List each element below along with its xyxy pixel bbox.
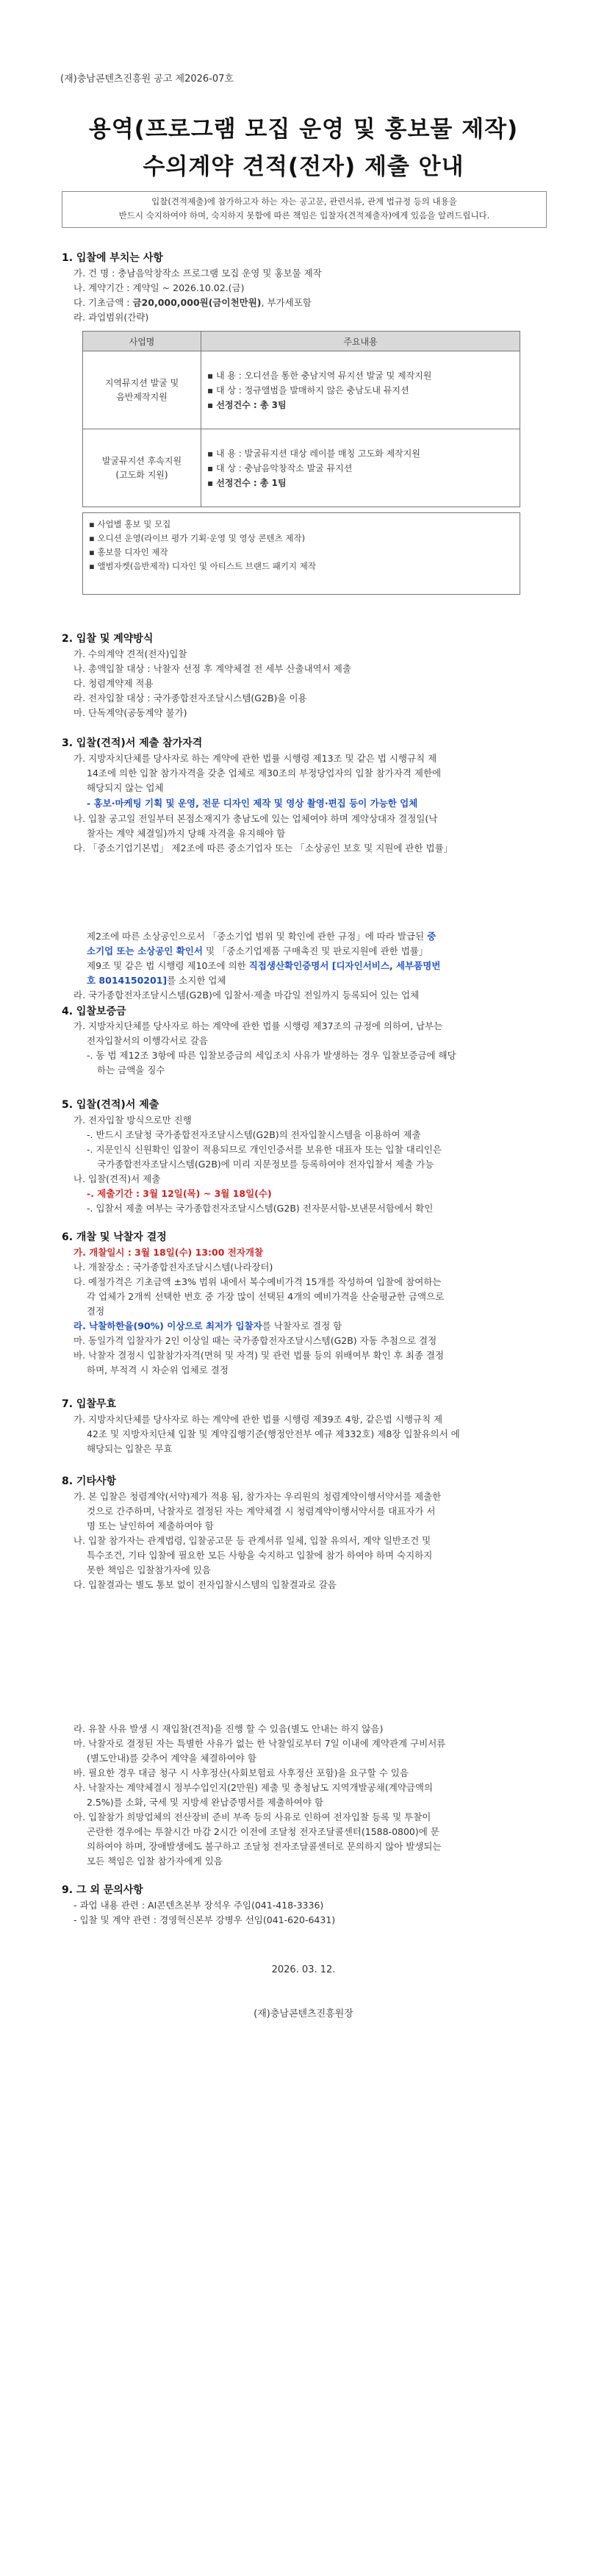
s6-ra-text: 를 낙찰자로 결정 함 [262,1320,342,1331]
row2-cat-line2: (고도화 지원) [115,469,168,480]
s8-ga-line3: 명 또는 날인하여 제출하여야 함 [87,1520,214,1531]
contact-task: - 과업 내용 관련 : AI콘텐츠본부 장석우 주임(041-418-3336) [73,1900,324,1911]
scope-notes-box [82,512,520,595]
s8-item-ra: 라. 유찰 사유 발생 시 재입찰(견적)을 진행 할 수 있음(별도 안내는 하지 않음) [73,1723,384,1734]
s8-sa-line2: 2.5%)를 소화, 국세 및 지방세 완납증명서를 제출하여야 함 [87,1797,323,1808]
s3-cont3-text: 제9조 및 같은 법 시행령 제10조에 의한 [87,960,249,971]
caution-line-1: 입찰(견적제출)에 참가하고자 하는 자는 공고문, 관련서류, 관계 법규정 등의 내용을 [151,196,457,207]
s8-ga-line2: 것으로 간주하며, 낙찰자로 결정된 자는 계약체결 시 청렴계약이행서약서를 대표자가 서 [87,1506,436,1517]
base-amount: 금20,000,000원(금이천만원) [132,297,262,308]
s1-item-na: 나. 계약기간 : 계약일 ~ 2026.10.02.(금) [73,282,245,293]
s4-ga-line3: -. 동 법 제12조 3항에 따른 입찰보증금의 세입조치 사유가 발생하는 경우 입찰보증금에 해당 [87,1050,456,1061]
section-5-heading: 5. 입찰(견적)서 제출 [62,1099,159,1111]
s6-ba-line1: 바. 낙찰자 결정시 입찰참가자격(면허 및 자격) 및 관련 법률 등의 위배여부 확인 후 최종 결정 [73,1350,445,1361]
announcement-date: 2026. 03. 12. [271,1964,336,1975]
section-6-heading: 6. 개찰 및 낙찰자 결정 [62,1231,167,1243]
s3-cont2-highlight: 소기업 또는 소상공인 확인서 [87,945,203,956]
page-title: 용역(프로그램 모집 운영 및 홍보물 제작) [88,116,519,143]
s3-item-ra: 라. 국가종합전자조달시스템(G2B)에 입찰서·제출 마감일 전일까지 등록되어 있는 업체 [73,990,420,1001]
section-7-heading: 7. 입찰무효 [62,1398,117,1410]
opening-datetime: 가. 개찰일시 : 3월 18일(수) 13:00 전자개찰 [73,1247,264,1258]
row1-cat-line2: 음반제작지원 [116,391,168,402]
table-cell-content [201,351,520,429]
caution-notice-box [62,191,547,228]
s5-ga-line3: 국가종합전자조달시스템(G2B)에 미리 지문정보를 등록하여야 전자입찰서 제출 가능 [97,1159,434,1170]
row1-detail-3: ▪ 선정건수 : 총 3팀 [207,399,287,410]
notice-number: (재)충남콘텐츠진흥원 공고 제2026-07호 [60,74,234,85]
row2-detail-2: ▪ 대 상 : 충남음악창작소 발굴 뮤지션 [207,462,353,473]
s2-item-ra: 라. 전자입찰 대상 : 국가종합전자조달시스템(G2B)을 이용 [73,693,307,704]
s8-sa-line1: 사. 낙찰자는 계약체결시 정부수입인지(2만원) 제출 및 충청남도 지역개발공채(계약금액의 [73,1782,434,1793]
s8-aa-line3: 의하여야 하며, 장애발생에도 불구하고 조달청 전자조달콜센터로 문의하지 않아 발생되는 [87,1841,442,1852]
s8-aa-line1: 아. 입찰참가 희망업체의 전산장비 준비 부족 등의 사유로 인하여 전자입찰 등록 및 투찰이 [73,1811,431,1822]
section-1-heading: 1. 입찰에 부치는 사항 [62,252,163,264]
s3-da-line3 [87,944,428,958]
s8-na-line1: 나. 입찰 참가자는 관계법령, 입찰공고문 등 관계서류 일체, 입찰 유의서, 계약 일반조건 및 [73,1535,431,1546]
section-2-heading: 2. 입찰 및 계약방식 [62,633,154,645]
contact-contract: - 입찰 및 계약 관련 : 경영혁신본부 강병우 선임(041-620-6431) [73,1914,336,1925]
s3-cont1-highlight: 중 [427,931,437,942]
s8-item-ba: 바. 필요한 경우 대금 청구 시 사후정산(사회보험료 사후정산 포함)을 요구할 수 있음 [73,1767,409,1778]
section-4-heading: 4. 입찰보증금 [62,1006,126,1017]
row2-cat-line1: 발굴뮤지션 후속지원 [101,455,182,466]
s3-cont4-highlight: 호 8014150201] [87,975,168,986]
scope-note: ▪ 오디션 운영(라이브 평가 기획·운영 및 영상 콘텐츠 제작) [89,533,306,543]
s2-item-da: 다. 청렴계약제 적용 [73,678,154,689]
section-3-heading: 3. 입찰(견적)서 제출 참가자격 [62,737,203,749]
section-9-heading: 9. 그 외 문의사항 [62,1884,143,1896]
s4-ga-line2: 전자입찰서의 이행각서로 갈음 [87,1035,208,1046]
s3-ga-line3: 해당되지 않는 업체 [87,782,164,793]
s3-da-line2 [87,929,436,943]
s3-cont3-highlight: 직접생산확인증명서 [디자인서비스, 세부품명번 [248,960,441,971]
table-row [83,351,520,429]
s3-ga-line2: 14조에 의한 입찰 참가자격을 갖춘 업체로 제30조의 부정당업자의 입찰 참가자격 제한에 [87,768,442,779]
s6-da-line2: 각 업체가 2개씩 선택한 번호 중 가장 많이 선택된 4개의 예비가격을 산술평균한 금액으로 [87,1291,445,1302]
scope-note: ▪ 홍보물 디자인 제작 [89,547,168,557]
s6-da-line1: 다. 예정가격은 기초금액 ±3% 범위 내에서 복수예비가격 15개를 작성하여 입찰에 참여하는 [73,1276,442,1287]
s3-cont4-text: 를 소지한 업체 [167,975,226,986]
s8-ma-line2: (별도안내)를 갖추어 계약을 체결하여야 함 [87,1753,256,1764]
s5-item-na: 나. 입찰(견적)서 제출 [73,1173,161,1184]
s1-item-ra: 라. 과업범위(간략) [73,312,149,323]
caution-line-2: 반드시 숙지하여야 하며, 숙지하지 못함에 따른 책임은 입찰자(견적제출자)에게 있음을 알려드립니다. [118,210,490,221]
s5-item-ga: 가. 전자입찰 방식으로만 진행 [73,1115,192,1126]
s7-ga-line3: 해당되는 입찰은 무효 [87,1443,173,1454]
s7-ga-line2: 42조 및 지방자치단체 입찰 및 계약집행기준(행정안전부 예규 제332호) 제8장 입찰유의서 에 [87,1428,460,1439]
s3-na-line2: 찰자는 계약 체결일)까지 당해 자격을 유지해야 함 [87,828,286,839]
s1-item-ga: 가. 건 명 : 충남음악창작소 프로그램 모집 운영 및 홍보물 제작 [73,268,322,279]
s6-item-ma: 마. 동일가격 입찰자가 2인 이상일 때는 국가종합전자조달시스템(G2B) 자동 추첨으로 결정 [73,1335,437,1346]
s8-na-line3: 못한 책임은 입찰참가자에 있음 [87,1564,211,1575]
s6-item-na: 나. 개찰장소 : 국가종합전자조달시스템(나라장터) [73,1262,273,1273]
s8-aa-line2: 곤란한 경우에는 투찰시간 마감 2시간 이전에 조달청 전자조달콜센터(1588-0800)에 문 [87,1826,439,1837]
s2-item-ma: 마. 단독계약(공동계약 불가) [73,707,187,718]
s3-na-line1: 나. 입찰 공고일 전일부터 본점소재지가 충남도에 있는 업체여야 하며 계약상대자 결정일(낙 [73,813,438,824]
s8-ma-line1: 마. 낙찰자로 결정된 자는 특별한 사유가 없는 한 낙찰일로부터 7일 이내에 계약관계 구비서류 [73,1738,446,1749]
s2-item-ga: 가. 수의계약 견적(전자)입찰 [73,648,187,659]
table-row [83,429,520,507]
award-criteria-highlight: 라. 낙찰하한율(90%) 이상으로 최저가 입찰자 [73,1320,262,1331]
s1-da-suffix: , 부가세포함 [261,297,312,308]
s6-ba-line2: 하며, 부적격 시 차순위 업체로 결정 [87,1364,229,1375]
s7-ga-line1: 가. 지방자치단체를 당사자로 하는 계약에 관한 법률 시행령 제39조 4항, 같은법 시행규칙 제 [73,1414,443,1425]
s8-na-line2: 특수조건, 기타 입찰에 필요한 모든 사항을 숙지하고 입찰에 참가 하여야 하며 숙지하지 [87,1550,433,1561]
s8-ga-line1: 가. 본 입찰은 청렴계약(서약)제가 적용 됨, 참가자는 우리원의 청렴계약이행서약서를 제출한 [73,1491,442,1502]
row2-detail-1: ▪ 내 용 : 발굴뮤지션 대상 레이블 매칭 고도화 제작지원 [207,448,420,459]
s4-ga-line4: 하는 금액을 징수 [97,1065,165,1076]
s1-item-da [73,296,312,310]
s2-item-na: 나. 총액입찰 대상 : 낙찰자 선정 후 계약체결 전 세부 산출내역서 제출 [73,663,351,674]
table-header-project: 사업명 [83,332,201,351]
table-cell-content [201,429,520,507]
s3-cont1-text: 제2조에 따른 소상공인으로서 「중소기업 범위 및 확인에 관한 규정」에 따라 발급된 [87,931,428,942]
page-subtitle: 수의계약 견적(전자) 제출 안내 [143,154,464,180]
s1-da-prefix: 다. 기초금액 : [73,297,133,308]
table-cell-project [83,429,201,507]
s6-item-ra [73,1319,342,1333]
s3-da-line5 [87,973,226,987]
scope-table [82,331,520,507]
table-cell-project [83,351,201,429]
s3-da-line1: 다. 「중소기업기본법」 제2조에 따른 중소기업자 또는 「소상공인 보호 및 지원에 관한 법률」 [73,842,453,854]
row1-detail-1: ▪ 내 용 : 오디션을 통한 충남지역 뮤지션 발굴 및 제작지원 [207,370,432,381]
s3-ga-line1: 가. 지방자치단체를 당사자로 하는 계약에 관한 법률 시행령 제13조 및 같은 법 시행규칙 제 [73,753,437,764]
scope-note: ▪ 사업별 홍보 및 모집 [89,519,171,529]
s5-na-line2: -. 입찰서 제출 여부는 국가종합전자조달시스템(G2B) 전자문서함-보낸문서함에서 확인 [87,1203,434,1214]
s3-cont2-text: 및 「중소기업제품 구매촉진 및 판로지원에 관한 법률」 [202,945,428,956]
s8-aa-line4: 모든 책임은 입찰 참가자에게 있음 [87,1856,223,1867]
s6-da-line3: 결정 [87,1306,105,1317]
row2-detail-3: ▪ 선정건수 : 총 1팀 [207,477,287,488]
submission-period: -. 제출기간 : 3월 12일(목) ~ 3월 18일(수) [87,1188,272,1199]
s3-da-line4 [87,959,440,973]
s4-ga-line1: 가. 지방자치단체를 당사자로 하는 계약에 관한 법률 시행령 제37조의 규정에 의하여, 납부는 [73,1020,443,1031]
s5-ga-line2: -. 지문인식 신원확인 입찰이 적용되므로 개인인증서를 보유한 대표자 또는 입찰 대리인은 [87,1144,442,1155]
s8-item-da: 다. 입찰결과는 별도 통보 없이 전자입찰시스템의 입찰결과로 갈음 [73,1579,337,1590]
s5-ga-line1: -. 반드시 조달청 국가종합전자조달시스템(G2B)의 전자입찰시스템을 이용하여 제출 [87,1129,421,1140]
table-header-content: 주요내용 [201,332,520,351]
row1-cat-line1: 지역뮤지션 발굴 및 [104,377,179,388]
section-8-heading: 8. 기타사항 [62,1475,117,1487]
table-header-row [83,332,520,351]
row1-detail-2: ▪ 대 상 : 정규앨범을 발매하지 않은 충남도내 뮤지션 [207,384,409,396]
s3-ga-highlight: - 홍보·마케팅 기획 및 운영, 전문 디자인 제작 및 영상 촬영·편집 등이 가능한 업체 [87,798,418,809]
scope-note: ▪ 앨범자켓(음반제작) 디자인 및 아티스트 브랜드 패키지 제작 [89,561,316,571]
issuer-name: (재)충남콘텐츠진흥원장 [254,2008,353,2019]
